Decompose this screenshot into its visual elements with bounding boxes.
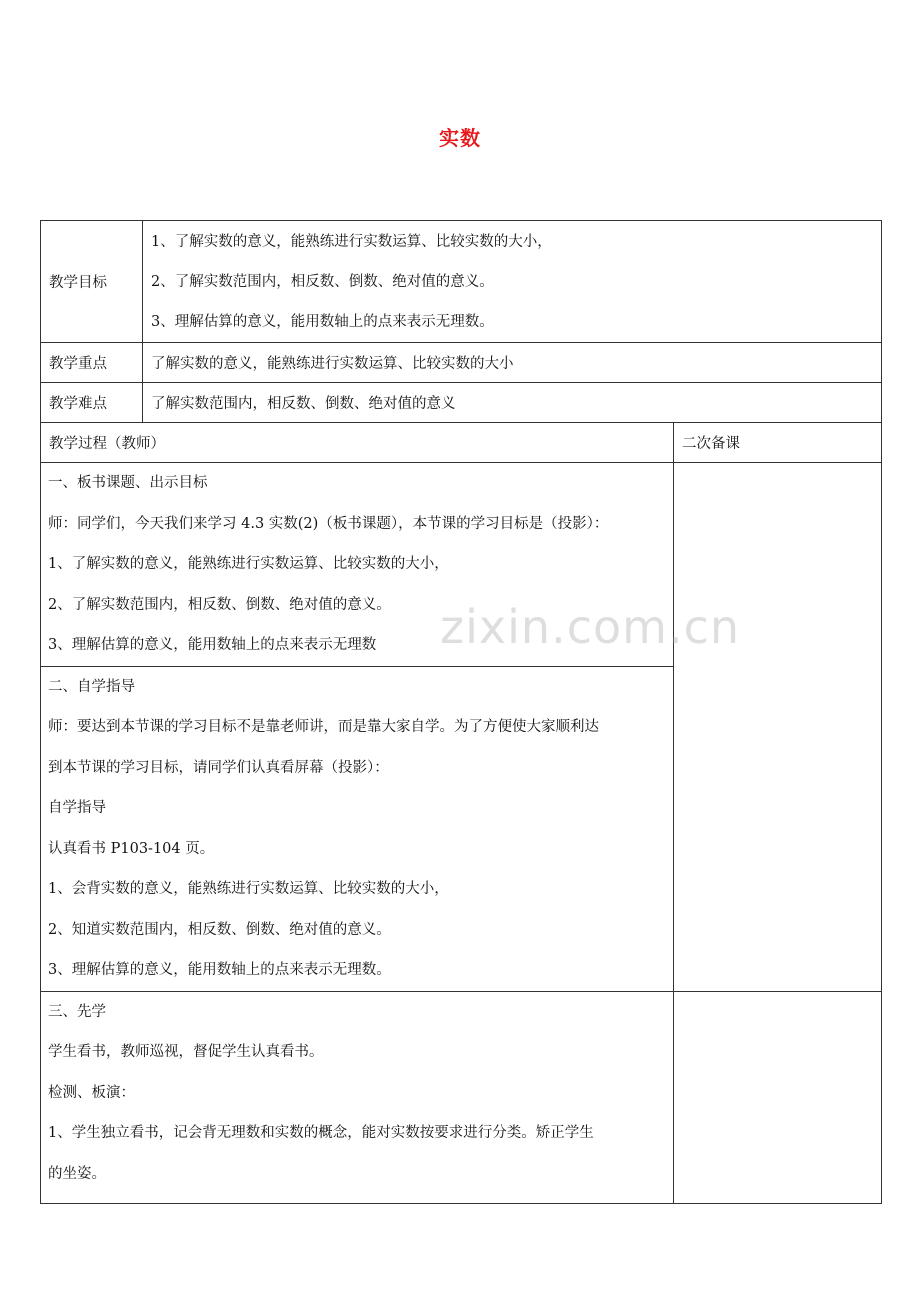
section-3-row <box>41 991 882 1203</box>
revision-notes-cell <box>674 991 882 1203</box>
section-2-cell <box>41 666 674 991</box>
section-2-line: 2、知道实数范围内，相反数、倒数、绝对值的意义。 <box>48 921 391 938</box>
process-header-row <box>41 423 882 463</box>
lesson-plan-table <box>40 220 881 1204</box>
section-2-line: 二、自学指导 <box>48 678 135 695</box>
section-3-line: 1、学生独立看书，记会背无理数和实数的概念，能对实数按要求进行分类。矫正学生 <box>48 1125 594 1141</box>
section-1-line: 师：同学们，今天我们来学习 4.3 实数(2)（板书课题），本节课的学习目标是（投影）： <box>48 515 609 532</box>
goals-row <box>41 221 882 343</box>
section-3-line: 检测、板演： <box>48 1084 135 1101</box>
key-label: 教学重点 <box>41 343 143 383</box>
goals-label: 教学目标 <box>41 221 143 343</box>
section-2-line: 认真看书 P103-104 页。 <box>48 840 215 857</box>
section-1-line: 1、了解实数的意义，能熟练进行实数运算、比较实数的大小， <box>48 556 449 572</box>
watermark: zixin.com.cn <box>440 600 741 654</box>
goal-item: 1、了解实数的意义，能熟练进行实数运算、比较实数的大小， <box>151 233 552 250</box>
section-2-line: 3、理解估算的意义，能用数轴上的点来表示无理数。 <box>48 962 391 978</box>
process-header-left: 教学过程（教师） <box>41 423 674 463</box>
section-3-cell <box>41 991 674 1203</box>
section-3-line: 三、先学 <box>48 1003 106 1020</box>
section-1-line: 3、理解估算的意义，能用数轴上的点来表示无理数 <box>48 637 377 653</box>
difficulty-label: 教学难点 <box>41 383 143 423</box>
key-text: 了解实数的意义，能熟练进行实数运算、比较实数的大小 <box>143 343 882 383</box>
page-title: 实数 <box>439 126 481 150</box>
section-1-line: 2、了解实数范围内，相反数、倒数、绝对值的意义。 <box>48 596 391 613</box>
section-1-line: 一、板书课题、出示目标 <box>48 475 208 491</box>
difficulty-text: 了解实数范围内，相反数、倒数、绝对值的意义 <box>143 383 882 423</box>
section-2-line: 自学指导 <box>48 800 106 816</box>
section-2-line: 1、会背实数的意义，能熟练进行实数运算、比较实数的大小， <box>48 881 449 897</box>
revision-notes-cell <box>674 463 882 992</box>
goal-item: 3、理解估算的意义，能用数轴上的点来表示无理数。 <box>151 313 494 330</box>
goal-item: 2、了解实数范围内，相反数、倒数、绝对值的意义。 <box>151 273 494 290</box>
goals-cell <box>143 221 882 343</box>
section-3-line: 的坐姿。 <box>48 1165 106 1182</box>
key-row <box>41 343 882 383</box>
section-3-line: 学生看书，教师巡视，督促学生认真看书。 <box>48 1044 324 1060</box>
difficulty-row <box>41 383 882 423</box>
process-header-right: 二次备课 <box>674 423 882 463</box>
section-2-line: 到本节课的学习目标，请同学们认真看屏幕（投影）： <box>48 759 389 776</box>
section-2-line: 师：要达到本节课的学习目标不是靠老师讲，而是靠大家自学。为了方便使大家顺利达 <box>48 719 599 735</box>
